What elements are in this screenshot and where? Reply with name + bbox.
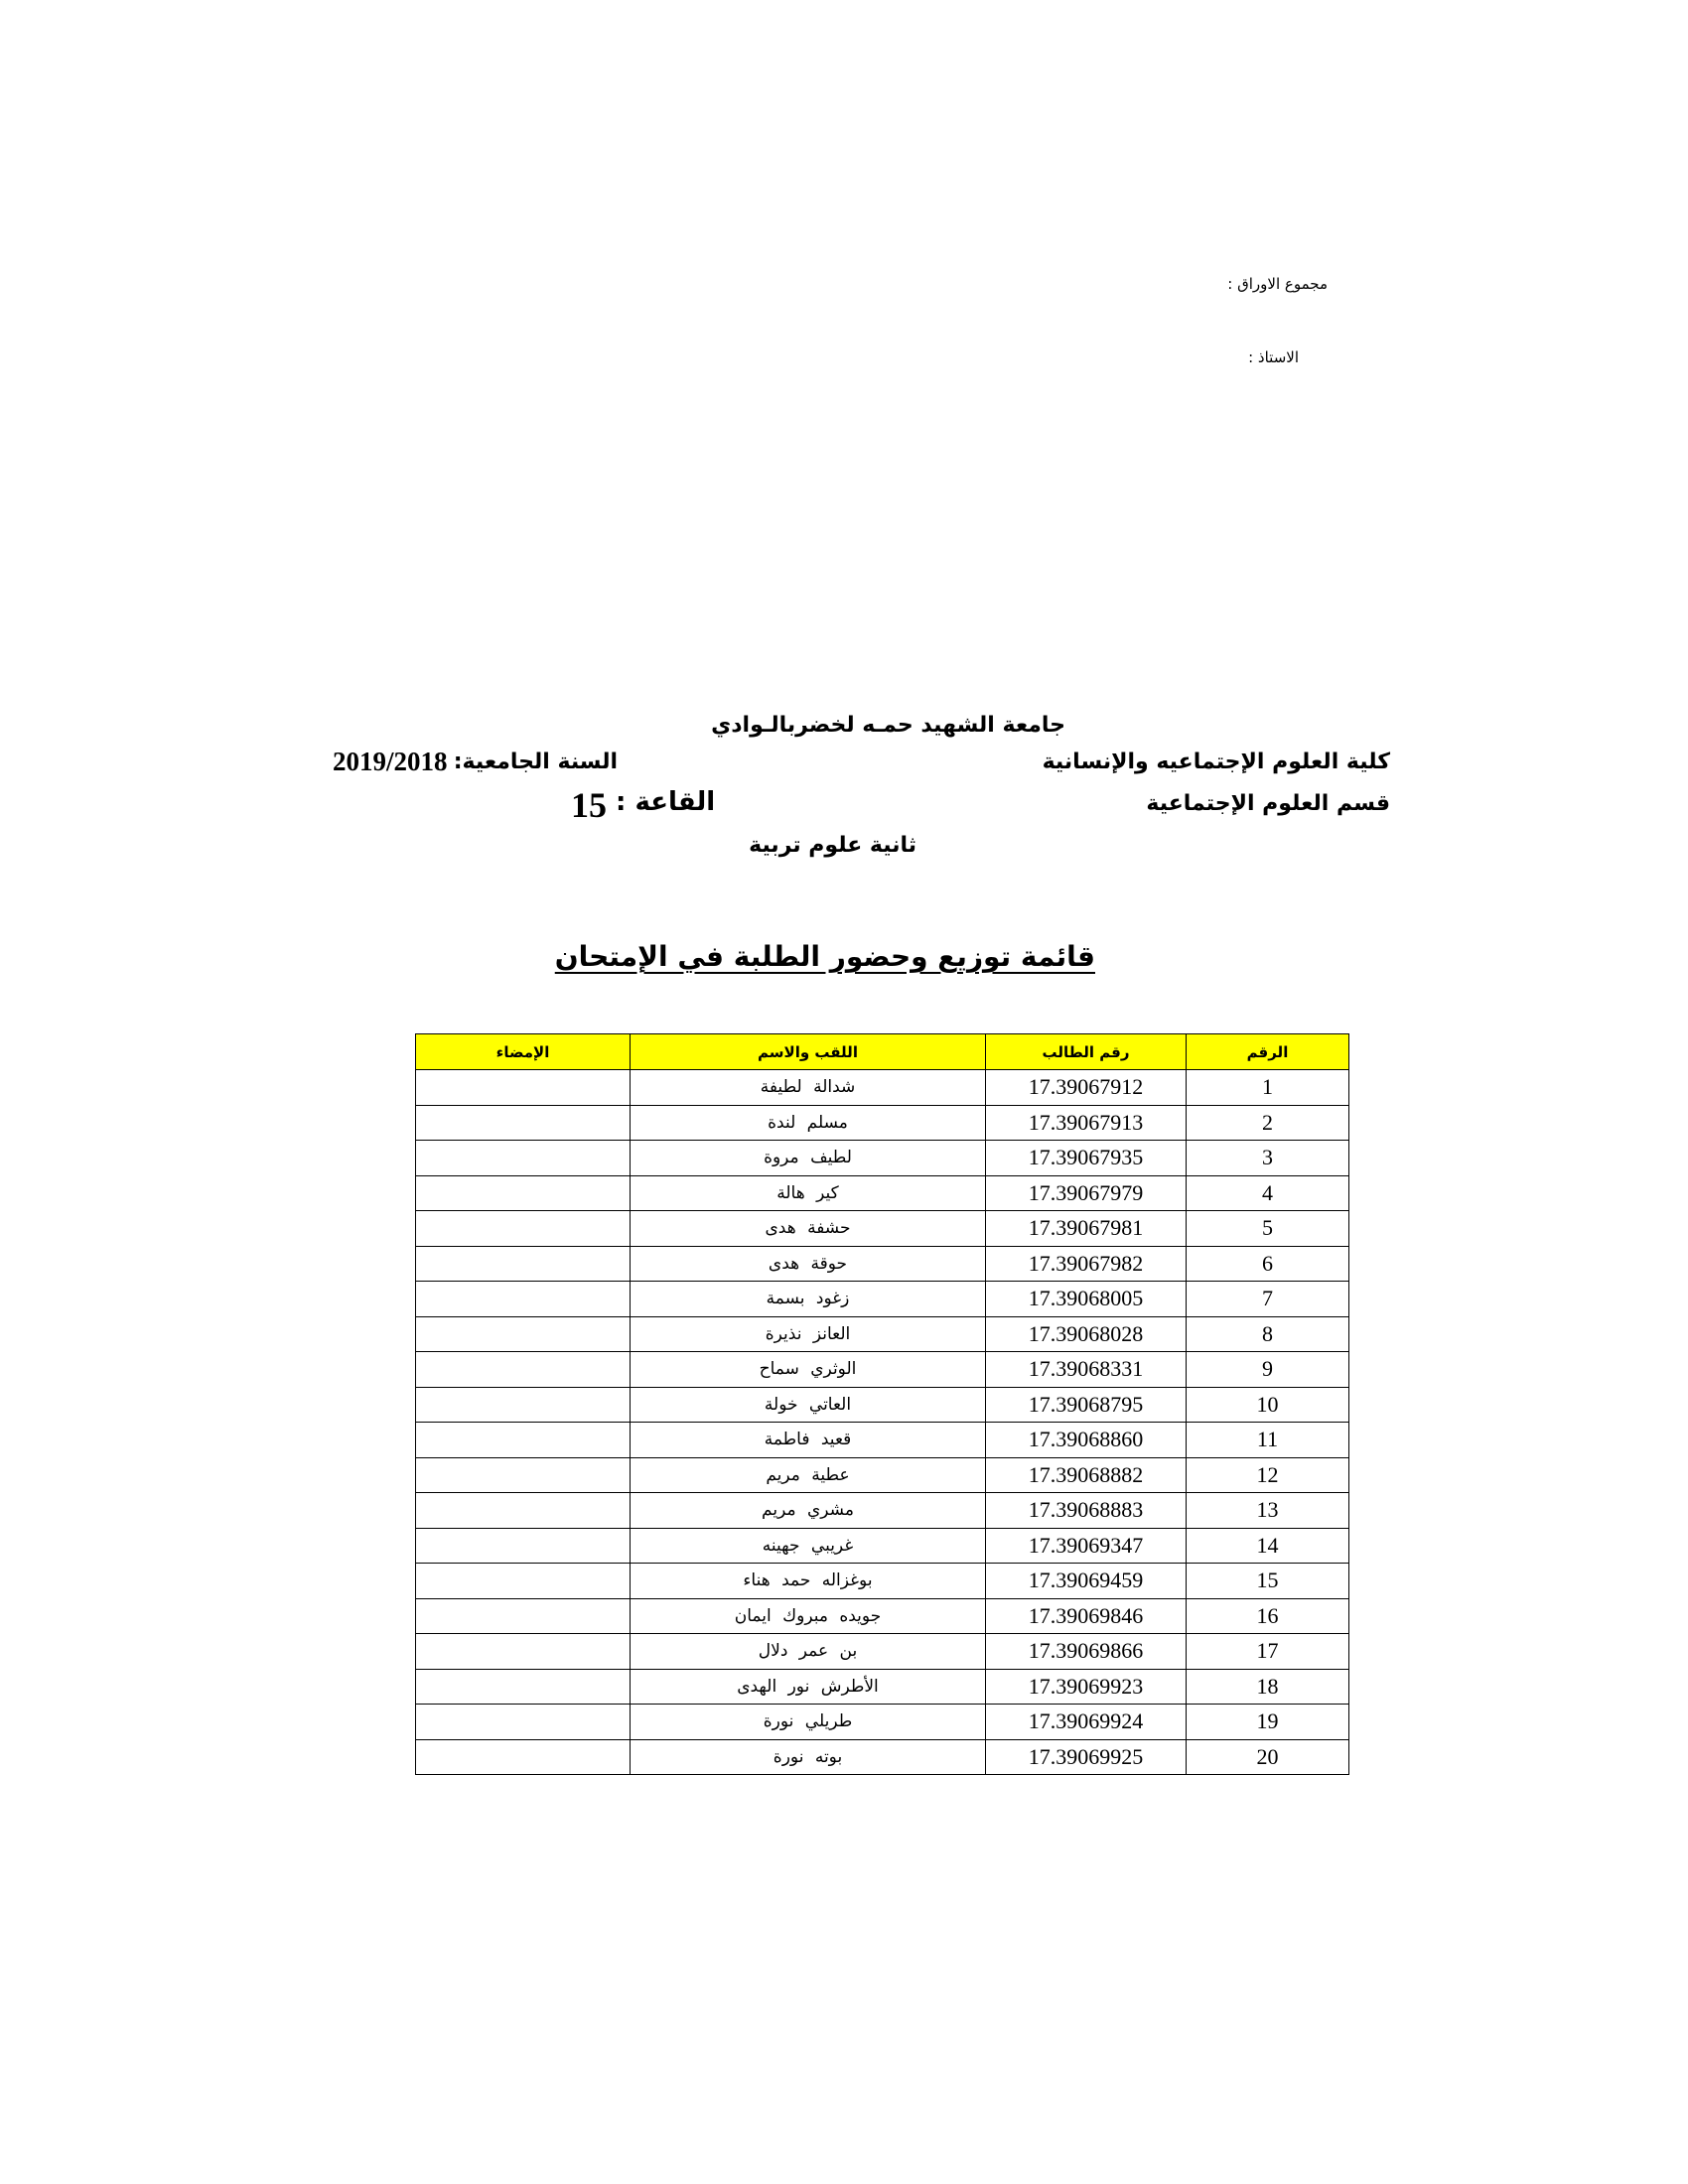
table-row <box>416 1246 1349 1282</box>
student-id-cell: 17.39069924 <box>986 1705 1187 1740</box>
student-id-cell: 17.39068331 <box>986 1352 1187 1388</box>
row-number: 9 <box>1187 1352 1349 1388</box>
student-id-cell: 17.39069925 <box>986 1739 1187 1775</box>
total-papers-label: مجموع الاوراق : <box>1227 275 1328 293</box>
student-id-cell: 17.39069866 <box>986 1634 1187 1670</box>
signature-cell <box>416 1598 631 1634</box>
signature-cell <box>416 1705 631 1740</box>
student-name-cell: مشري مريم <box>631 1493 986 1529</box>
table-row <box>416 1141 1349 1176</box>
department-name: قسم العلوم الإجتماعية <box>1146 791 1390 816</box>
student-id-cell: 17.39067912 <box>986 1070 1187 1106</box>
table-row <box>416 1423 1349 1458</box>
table-body <box>416 1070 1349 1775</box>
col-header-name: اللقب والاسم <box>631 1034 986 1070</box>
student-name-cell: الوثري سماح <box>631 1352 986 1388</box>
professor-label: الاستاذ : <box>1248 348 1299 366</box>
row-number: 14 <box>1187 1528 1349 1564</box>
student-name-cell: مسلم لندة <box>631 1105 986 1141</box>
student-id-cell: 17.39068795 <box>986 1387 1187 1423</box>
student-id-cell: 17.39067913 <box>986 1105 1187 1141</box>
row-number: 11 <box>1187 1423 1349 1458</box>
signature-cell <box>416 1669 631 1705</box>
signature-cell <box>416 1457 631 1493</box>
student-name-cell: عطية مريم <box>631 1457 986 1493</box>
signature-cell <box>416 1141 631 1176</box>
university-name: جامعة الشهيد حمـه لخضربالـوادي <box>711 713 1065 738</box>
table-row <box>416 1564 1349 1599</box>
room-block <box>571 784 607 826</box>
signature-cell <box>416 1387 631 1423</box>
signature-cell <box>416 1175 631 1211</box>
signature-cell <box>416 1246 631 1282</box>
table-row <box>416 1705 1349 1740</box>
row-number: 20 <box>1187 1739 1349 1775</box>
student-name-cell: بن عمر دلال <box>631 1634 986 1670</box>
row-number: 13 <box>1187 1493 1349 1529</box>
table-row <box>416 1457 1349 1493</box>
signature-cell <box>416 1634 631 1670</box>
col-header-number: الرقم <box>1187 1034 1349 1070</box>
table-row <box>416 1316 1349 1352</box>
row-number: 18 <box>1187 1669 1349 1705</box>
student-id-cell: 17.39068005 <box>986 1282 1187 1317</box>
academic-year-label: السنة الجامعية: <box>453 750 618 774</box>
row-number: 10 <box>1187 1387 1349 1423</box>
student-name-cell: العاتي خولة <box>631 1387 986 1423</box>
student-name-cell: حشفة هدى <box>631 1211 986 1247</box>
table-row <box>416 1493 1349 1529</box>
student-name-cell: بوته نورة <box>631 1739 986 1775</box>
academic-year-value: 2019/2018 <box>333 747 448 776</box>
student-name-cell: العانز نذيرة <box>631 1316 986 1352</box>
table-row <box>416 1282 1349 1317</box>
student-id-cell: 17.39067982 <box>986 1246 1187 1282</box>
student-id-cell: 17.39068028 <box>986 1316 1187 1352</box>
student-name-cell: حوقة هدى <box>631 1246 986 1282</box>
student-id-cell: 17.39067979 <box>986 1175 1187 1211</box>
student-name-cell: لطيف مروة <box>631 1141 986 1176</box>
row-number: 15 <box>1187 1564 1349 1599</box>
table-row <box>416 1105 1349 1141</box>
student-id-cell: 17.39068882 <box>986 1457 1187 1493</box>
student-name-cell: طريلي نورة <box>631 1705 986 1740</box>
row-number: 4 <box>1187 1175 1349 1211</box>
table-row <box>416 1528 1349 1564</box>
row-number: 17 <box>1187 1634 1349 1670</box>
table-header-row <box>416 1034 1349 1070</box>
row-number: 5 <box>1187 1211 1349 1247</box>
student-name-cell: شدالة لطيفة <box>631 1070 986 1106</box>
student-name-cell: جويده مبروك ايمان <box>631 1598 986 1634</box>
table-row <box>416 1634 1349 1670</box>
student-id-cell: 17.39068860 <box>986 1423 1187 1458</box>
table-row <box>416 1387 1349 1423</box>
student-id-cell: 17.39067981 <box>986 1211 1187 1247</box>
student-name-cell: غريبي جهينه <box>631 1528 986 1564</box>
document-title: قائمة توزيع وحضور الطلبة في الإمتحان <box>554 940 1095 973</box>
col-header-student-id: رقم الطالب <box>986 1034 1187 1070</box>
row-number: 16 <box>1187 1598 1349 1634</box>
room-number: 15 <box>571 785 607 825</box>
table-row <box>416 1669 1349 1705</box>
signature-cell <box>416 1282 631 1317</box>
student-id-cell: 17.39067935 <box>986 1141 1187 1176</box>
student-name-cell: قعيد فاطمة <box>631 1423 986 1458</box>
row-number: 12 <box>1187 1457 1349 1493</box>
row-number: 6 <box>1187 1246 1349 1282</box>
signature-cell <box>416 1352 631 1388</box>
student-id-cell: 17.39069347 <box>986 1528 1187 1564</box>
signature-cell <box>416 1070 631 1106</box>
table-row <box>416 1598 1349 1634</box>
signature-cell <box>416 1105 631 1141</box>
table-row <box>416 1211 1349 1247</box>
student-id-cell: 17.39069459 <box>986 1564 1187 1599</box>
signature-cell <box>416 1493 631 1529</box>
student-id-cell: 17.39069923 <box>986 1669 1187 1705</box>
student-name-cell: كير هالة <box>631 1175 986 1211</box>
signature-cell <box>416 1528 631 1564</box>
attendance-table <box>415 1033 1349 1775</box>
table-row <box>416 1175 1349 1211</box>
room-label: القاعة : <box>616 787 716 817</box>
student-name-cell: زغود بسمة <box>631 1282 986 1317</box>
student-id-cell: 17.39069846 <box>986 1598 1187 1634</box>
signature-cell <box>416 1423 631 1458</box>
row-number: 1 <box>1187 1070 1349 1106</box>
level-name: ثانية علوم تربية <box>749 833 916 858</box>
signature-cell <box>416 1316 631 1352</box>
table-row <box>416 1070 1349 1106</box>
row-number: 2 <box>1187 1105 1349 1141</box>
student-id-cell: 17.39068883 <box>986 1493 1187 1529</box>
row-number: 8 <box>1187 1316 1349 1352</box>
table-row <box>416 1739 1349 1775</box>
table-row <box>416 1352 1349 1388</box>
col-header-signature: الإمضاء <box>416 1034 631 1070</box>
student-name-cell: بوغزاله حمد هناء <box>631 1564 986 1599</box>
row-number: 7 <box>1187 1282 1349 1317</box>
signature-cell <box>416 1564 631 1599</box>
row-number: 3 <box>1187 1141 1349 1176</box>
signature-cell <box>416 1211 631 1247</box>
student-name-cell: الأطرش نور الهدى <box>631 1669 986 1705</box>
row-number: 19 <box>1187 1705 1349 1740</box>
signature-cell <box>416 1739 631 1775</box>
faculty-name: كلية العلوم الإجتماعيه والإنسانية <box>1042 750 1390 774</box>
